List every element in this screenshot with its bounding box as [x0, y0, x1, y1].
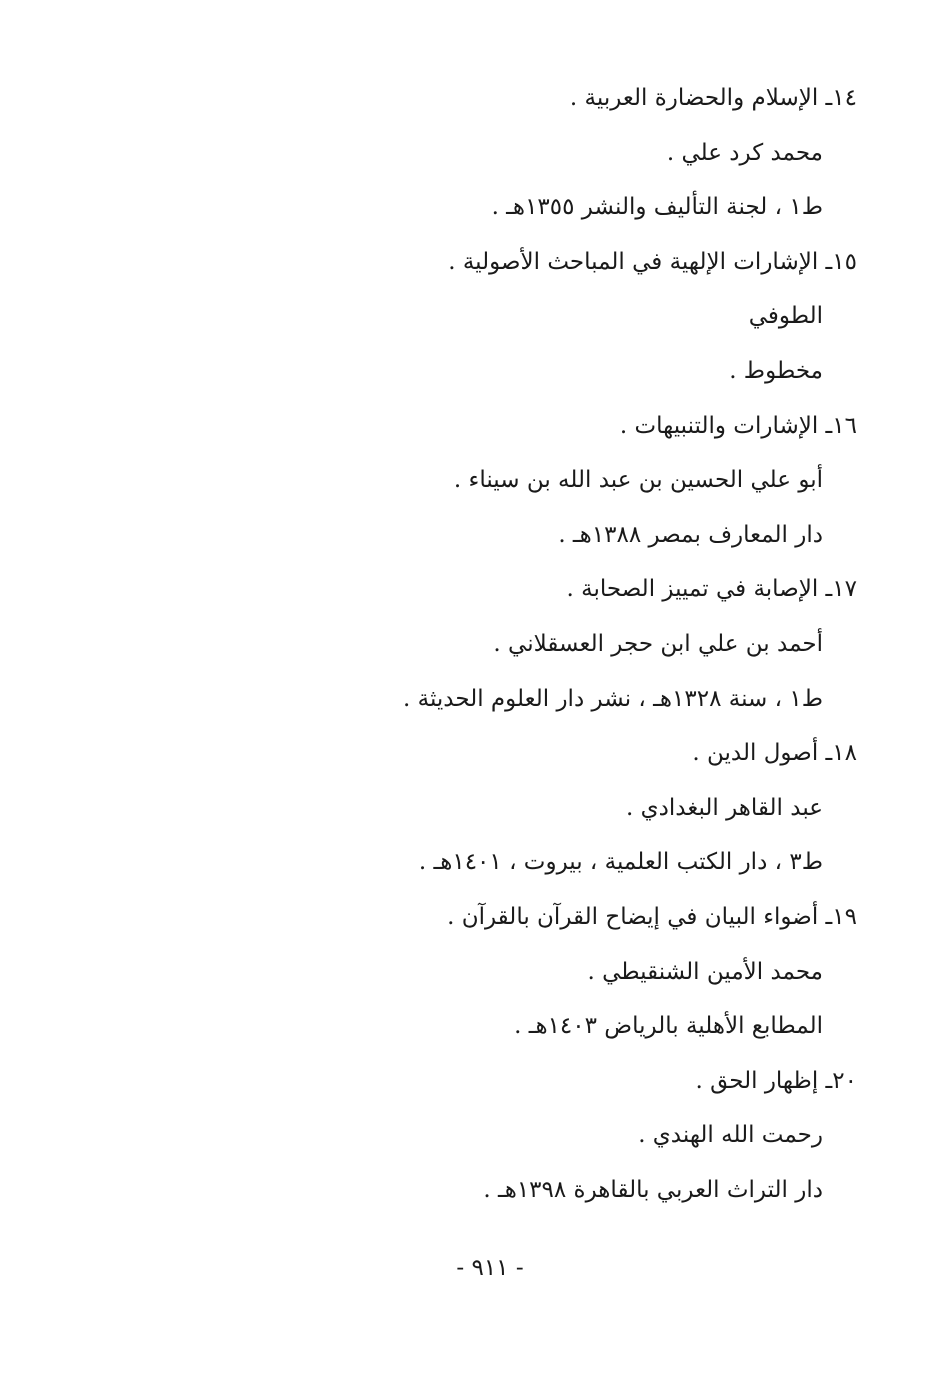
bibliography-entry [97, 895, 857, 1059]
entry-author: محمد كرد علي . [666, 139, 823, 166]
entry-edition: ط١ ، لجنة التأليف والنشر ١٣٥٥هـ . [491, 194, 823, 221]
bibliography-entry [97, 240, 857, 404]
page-number: - ٩١١ - [456, 1255, 524, 1281]
entry-title: ٢٠ـ إظهار الحق . [695, 1067, 857, 1094]
entry-title: ١٥ـ الإشارات الإلهية في المباحث الأصولية . [448, 248, 857, 275]
entry-author: أحمد بن علي ابن حجر العسقلاني . [493, 630, 823, 657]
bibliography-entry [97, 76, 857, 240]
entry-title: ١٩ـ أضواء البيان في إيضاح القرآن بالقرآن . [447, 903, 857, 930]
entry-author: رحمت الله الهندي . [638, 1122, 823, 1149]
entry-author: أبو علي الحسين بن عبد الله بن سيناء . [453, 467, 823, 494]
entry-author: عبد القاهر البغدادي . [626, 794, 823, 821]
entry-edition: ط٣ ، دار الكتب العلمية ، بيروت ، ١٤٠١هـ . [418, 849, 823, 876]
entry-author: الطوفي [748, 303, 823, 330]
entry-edition: المطابع الأهلية بالرياض ١٤٠٣هـ . [514, 1013, 823, 1040]
entry-author: محمد الأمين الشنقيطي . [587, 958, 823, 985]
entry-edition: دار المعارف بمصر ١٣٨٨هـ . [558, 521, 823, 548]
bibliography-entry [97, 731, 857, 895]
entry-title: ١٦ـ الإشارات والتنبيهات . [619, 412, 857, 439]
entry-edition: ط١ ، سنة ١٣٢٨هـ ، نشر دار العلوم الحديثة . [402, 685, 823, 712]
bibliography-entry [97, 1059, 857, 1223]
entry-title: ١٧ـ الإصابة في تمييز الصحابة . [566, 576, 857, 603]
bibliography-entry [97, 567, 857, 731]
entry-title: ١٤ـ الإسلام والحضارة العربية . [569, 85, 857, 111]
entry-title: ١٨ـ أصول الدين . [692, 740, 857, 767]
bibliography-list [97, 76, 857, 1222]
entry-edition: دار التراث العربي بالقاهرة ١٣٩٨هـ . [483, 1176, 823, 1203]
bibliography-entry [97, 404, 857, 568]
entry-edition: مخطوط . [729, 357, 823, 384]
